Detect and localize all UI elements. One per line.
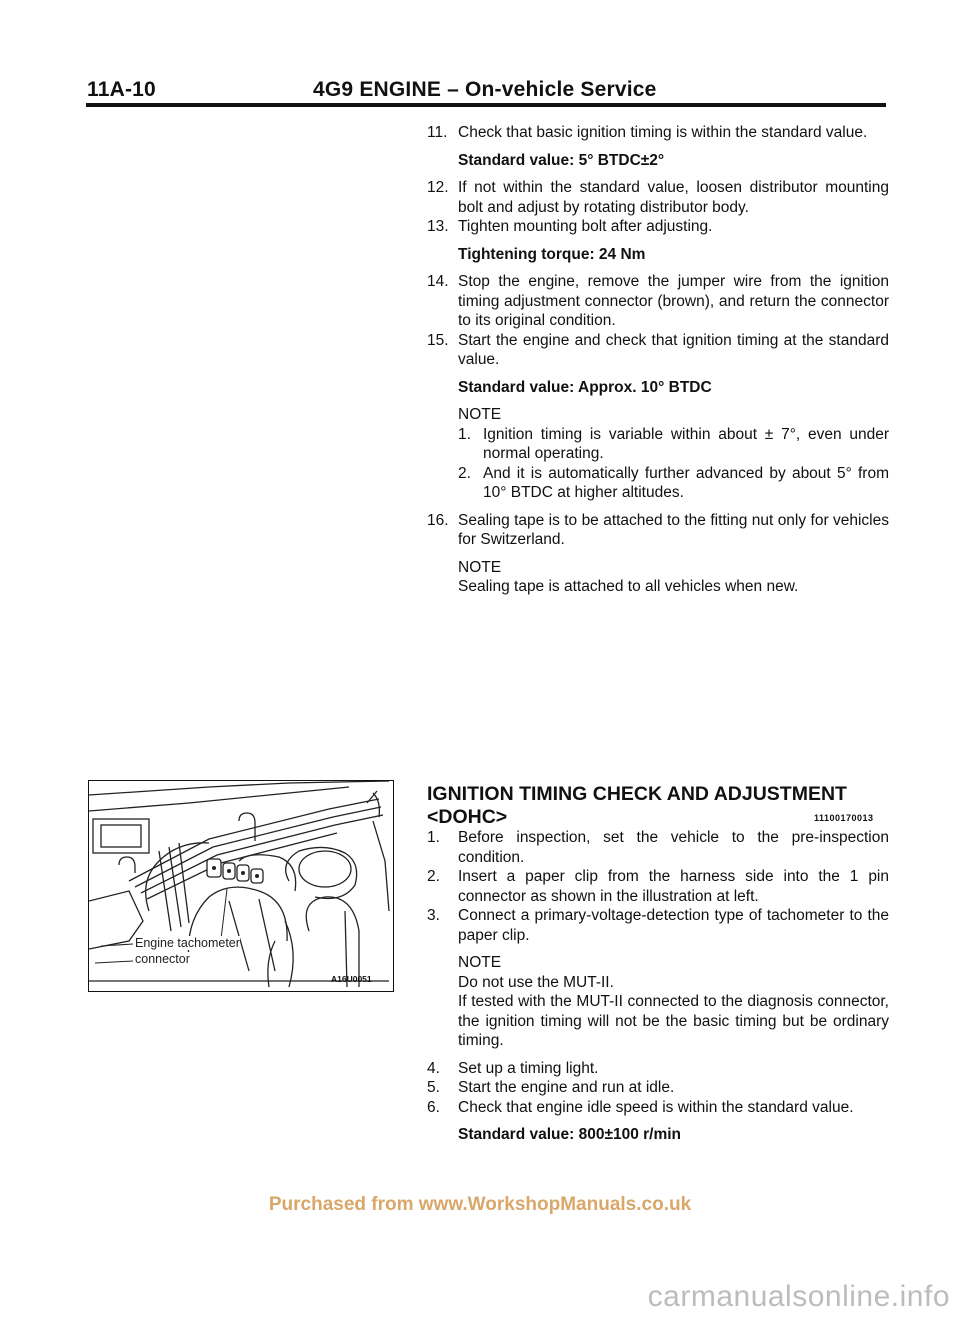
note-text: If tested with the MUT-II connected to the diagnosis connector, the ignition timing will not be the basic timing but be ordinary timing. [458,993,889,1049]
purchase-footer: Purchased from www.WorkshopManuals.co.uk [268,1194,692,1215]
note-text: Do not use the MUT-II. [458,973,614,991]
note-item-2: 2. And it is automatically further advanced by about 5° from 10° BTDC at higher altitudes. [458,464,889,501]
step-6: 6. Check that engine idle speed is within the standard value. [427,1098,854,1116]
figure-label-line1: Engine tachometer [135,936,240,950]
upper-steps [427,123,889,597]
spec-line: Standard value: Approx. 10° BTDC [458,378,712,396]
spec-line: Tightening torque: 24 Nm [458,245,646,263]
header-rule [86,103,886,107]
step-11: 11. Check that basic ignition timing is within the standard value. [427,124,868,141]
step-16: 16. Sealing tape is to be attached to the fitting nut only for vehicles for Switzerland. [427,511,889,548]
spec-line: Standard value: 800±100 r/min [458,1126,682,1143]
section-title: IGNITION TIMING CHECK AND ADJUSTMENT [427,783,847,805]
step-3: 3. Connect a primary-voltage-detection type of tachometer to the paper clip. [427,907,889,944]
note-title: NOTE [458,954,502,971]
step-14: 14. Stop the engine, remove the jumper wire from the ignition timing adjustment connector (brown), and return the connector to its original condition. [427,273,889,329]
engine-illustration [88,780,394,992]
lower-steps [427,828,889,1145]
page-header-title: 4G9 ENGINE – On-vehicle Service [313,78,657,101]
step-1: 1. Before inspection, set the vehicle to the pre-inspection condition. [427,829,889,866]
step-5: 5. Start the engine and run at idle. [427,1079,675,1096]
note-item-1: 1. Ignition timing is variable within about ± 7°, even under normal operating. [458,425,889,462]
note-title: NOTE [458,406,502,423]
site-watermark: carmanualsonline.info [647,1280,950,1313]
figure-code: A16U0051 [331,974,372,984]
step-12: 12. If not within the standard value, loosen distributor mounting bolt and adjust by rotating distributor body. [427,179,889,216]
spec-line: Standard value: 5° BTDC±2° [458,151,665,169]
step-15: 15. Start the engine and check that ignition timing at the standard value. [427,331,889,368]
section-subtitle: <DOHC> [427,806,508,828]
note-title: NOTE [458,558,502,576]
section-code: 11100170013 [814,813,874,823]
step-4: 4. Set up a timing light. [427,1059,599,1077]
figure-label-line2: connector [135,952,190,966]
page-number: 11A-10 [87,78,156,101]
step-13: 13. Tighten mounting bolt after adjusting. [427,218,713,235]
note-text: Sealing tape is attached to all vehicles when new. [458,578,799,595]
step-2: 2. Insert a paper clip from the harness side into the 1 pin connector as shown in the illustration at left. [427,868,889,905]
